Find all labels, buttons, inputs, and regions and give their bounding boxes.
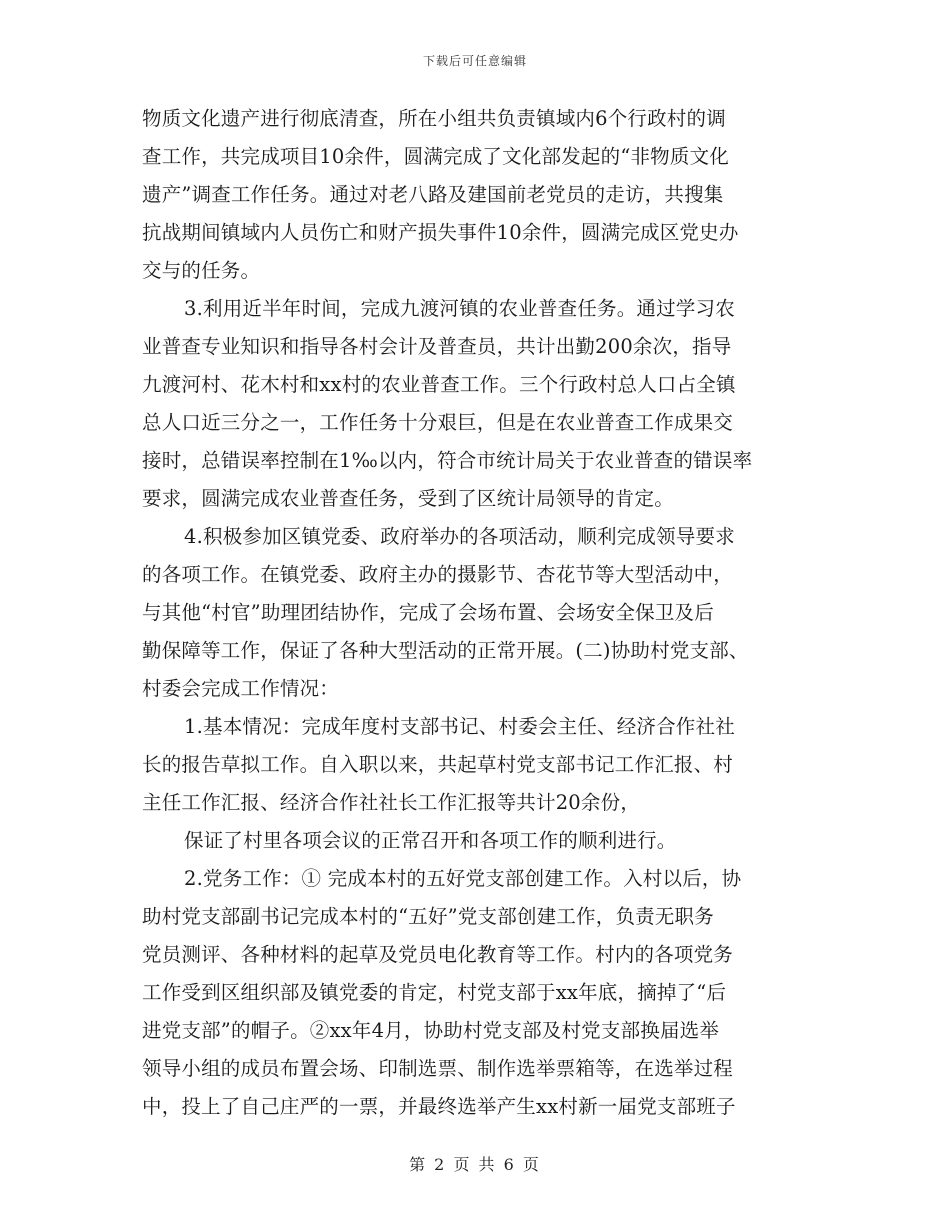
text-line: 中，投上了自己庄严的一票，并最终选举产生xx村新一届党支部班子 [142, 1095, 736, 1118]
text-line: 进党支部”的帽子。②xx年4月，协助村党支部及村党支部换届选举 [142, 1019, 720, 1042]
document-body [142, 100, 812, 1126]
text-line: 领导小组的成员布置会场、印制选票、制作选举票箱等，在选举过程 [142, 1057, 734, 1080]
page-number-footer: 第 2 页 共 6 页 [409, 1155, 541, 1174]
text-line: 九渡河村、花木村和xx村的农业普查工作。三个行政村总人口占全镇 [142, 373, 736, 396]
text-line: 村委会完成工作情况： [142, 677, 340, 700]
text-line: 物质文化遗产进行彻底清查，所在小组共负责镇域内6个行政村的调 [142, 107, 726, 130]
paragraph-start: 3.利用近半年时间，完成九渡河镇的农业普查任务。通过学习农 [184, 297, 735, 320]
text-line: 接时，总错误率控制在1‰以内，符合市统计局关于农业普查的错误率 [142, 449, 753, 472]
text-line: 业普查专业知识和指导各村会计及普查员，共计出勤200余次，指导 [142, 335, 732, 358]
text-line: 抗战期间镇域内人员伤亡和财产损失事件10余件，圆满完成区党史办 [142, 221, 739, 244]
text-line: 遗产”调查工作任务。通过对老八路及建国前老党员的走访，共搜集 [142, 183, 724, 206]
text-line: 勤保障等工作，保证了各种大型活动的正常开展。(二)协助村党支部、 [142, 639, 749, 662]
paragraph-start: 1.基本情况：完成年度村支部书记、村委会主任、经济合作社社 [184, 715, 735, 738]
text-line: 主任工作汇报、经济合作社社长工作汇报等共计20余份， [142, 791, 641, 814]
paragraph-start: 2.党务工作：① 完成本村的五好党支部创建工作。入村以后，协 [184, 867, 742, 890]
text-line: 查工作，共完成项目10余件，圆满完成了文化部发起的“非物质文化 [142, 145, 729, 168]
paragraph-start: 保证了村里各项会议的正常召开和各项工作的顺利进行。 [184, 829, 677, 852]
text-line: 助村党支部副书记完成本村的“五好”党支部创建工作，负责无职务 [142, 905, 714, 928]
text-line: 长的报告草拟工作。自入职以来，共起草村党支部书记工作汇报、村 [142, 753, 734, 776]
text-line: 与其他“村官”助理团结协作，完成了会场布置、会场安全保卫及后 [142, 601, 714, 624]
text-line: 要求，圆满完成农业普查任务，受到了区统计局领导的肯定。 [142, 487, 674, 510]
text-line: 交与的任务。 [142, 259, 261, 282]
text-line: 总人口近三分之一，工作任务十分艰巨，但是在农业普查工作成果交 [142, 411, 734, 434]
text-line: 党员测评、各种材料的起草及党员电化教育等工作。村内的各项党务 [142, 943, 734, 966]
text-line: 工作受到区组织部及镇党委的肯定，村党支部于xx年底，摘掉了“后 [142, 981, 727, 1004]
paragraph-start: 4.积极参加区镇党委、政府举办的各项活动，顺利完成领导要求 [184, 525, 735, 548]
page-header: 下载后可任意编辑 [422, 54, 527, 68]
text-line: 的各项工作。在镇党委、政府主办的摄影节、杏花节等大型活动中， [142, 563, 734, 586]
